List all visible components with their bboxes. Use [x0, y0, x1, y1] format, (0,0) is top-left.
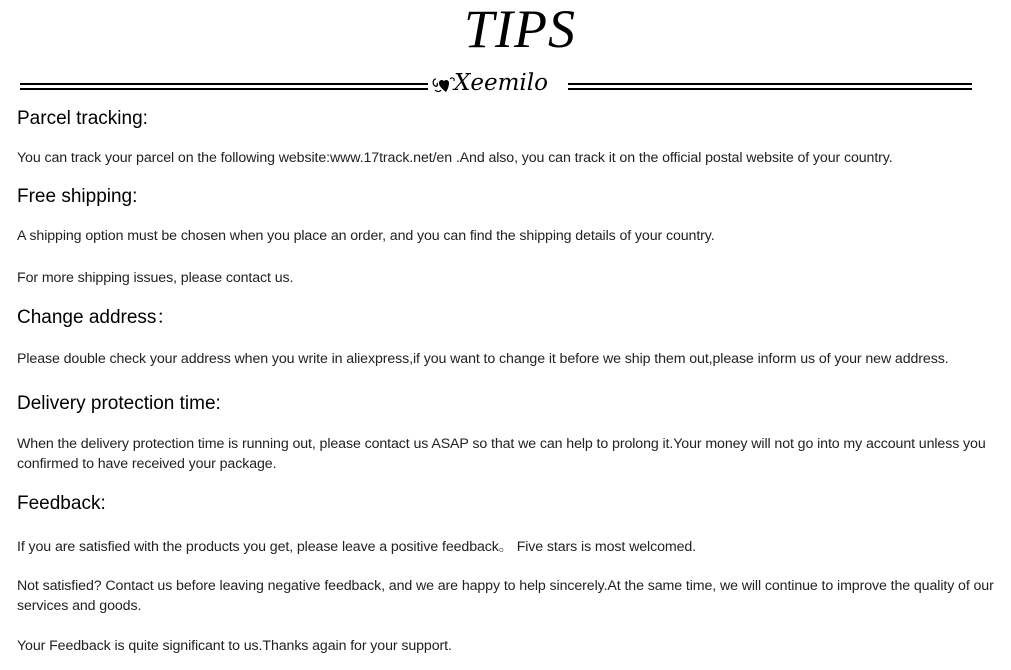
- section-heading-free-shipping: Free shipping:: [17, 186, 138, 207]
- feedback-thanks-text: Your Feedback is quite significant to us.Thanks again for your support.: [17, 638, 452, 654]
- feedback-positive-text: If you are satisfied with the products you get, please leave a positive feedback。 Five stars is most welcomed.: [17, 539, 697, 555]
- divider-line-right: [568, 83, 972, 90]
- section-heading-change-address: Change address：: [17, 307, 176, 328]
- delivery-protection-text: When the delivery protection time is running out, please contact us ASAP so that we can help to prolong it.Your money will not go into my account unless you confirmed to have received your package.: [17, 436, 986, 472]
- section-heading-feedback: Feedback:: [17, 493, 106, 514]
- parcel-tracking-text: You can track your parcel on the following website:www.17track.net/en .And also, you can track it on the official postal website of your country.: [17, 150, 893, 166]
- brand-name: Xeemilo: [454, 70, 548, 96]
- free-shipping-text: A shipping option must be chosen when you place an order, and you can find the shipping details of your country.: [17, 228, 715, 244]
- heart-swirl-icon: [432, 75, 456, 95]
- feedback-negative-text: Not satisfied? Contact us before leaving negative feedback, and we are happy to help sincerely.At the same time, we will continue to improve the quality of our services and goods.: [17, 578, 994, 614]
- section-heading-delivery-protection: Delivery protection time:: [17, 393, 221, 414]
- shipping-contact-text: For more shipping issues, please contact us.: [17, 270, 294, 286]
- brand: [432, 68, 570, 98]
- change-address-text: Please double check your address when you write in aliexpress,if you want to change it before we ship them out,please inform us of your new address.: [17, 351, 949, 367]
- page-title: TIPS: [464, 0, 576, 59]
- brand-divider: [0, 68, 1011, 98]
- divider-line-left: [20, 83, 428, 90]
- section-heading-parcel-tracking: Parcel tracking:: [17, 108, 148, 129]
